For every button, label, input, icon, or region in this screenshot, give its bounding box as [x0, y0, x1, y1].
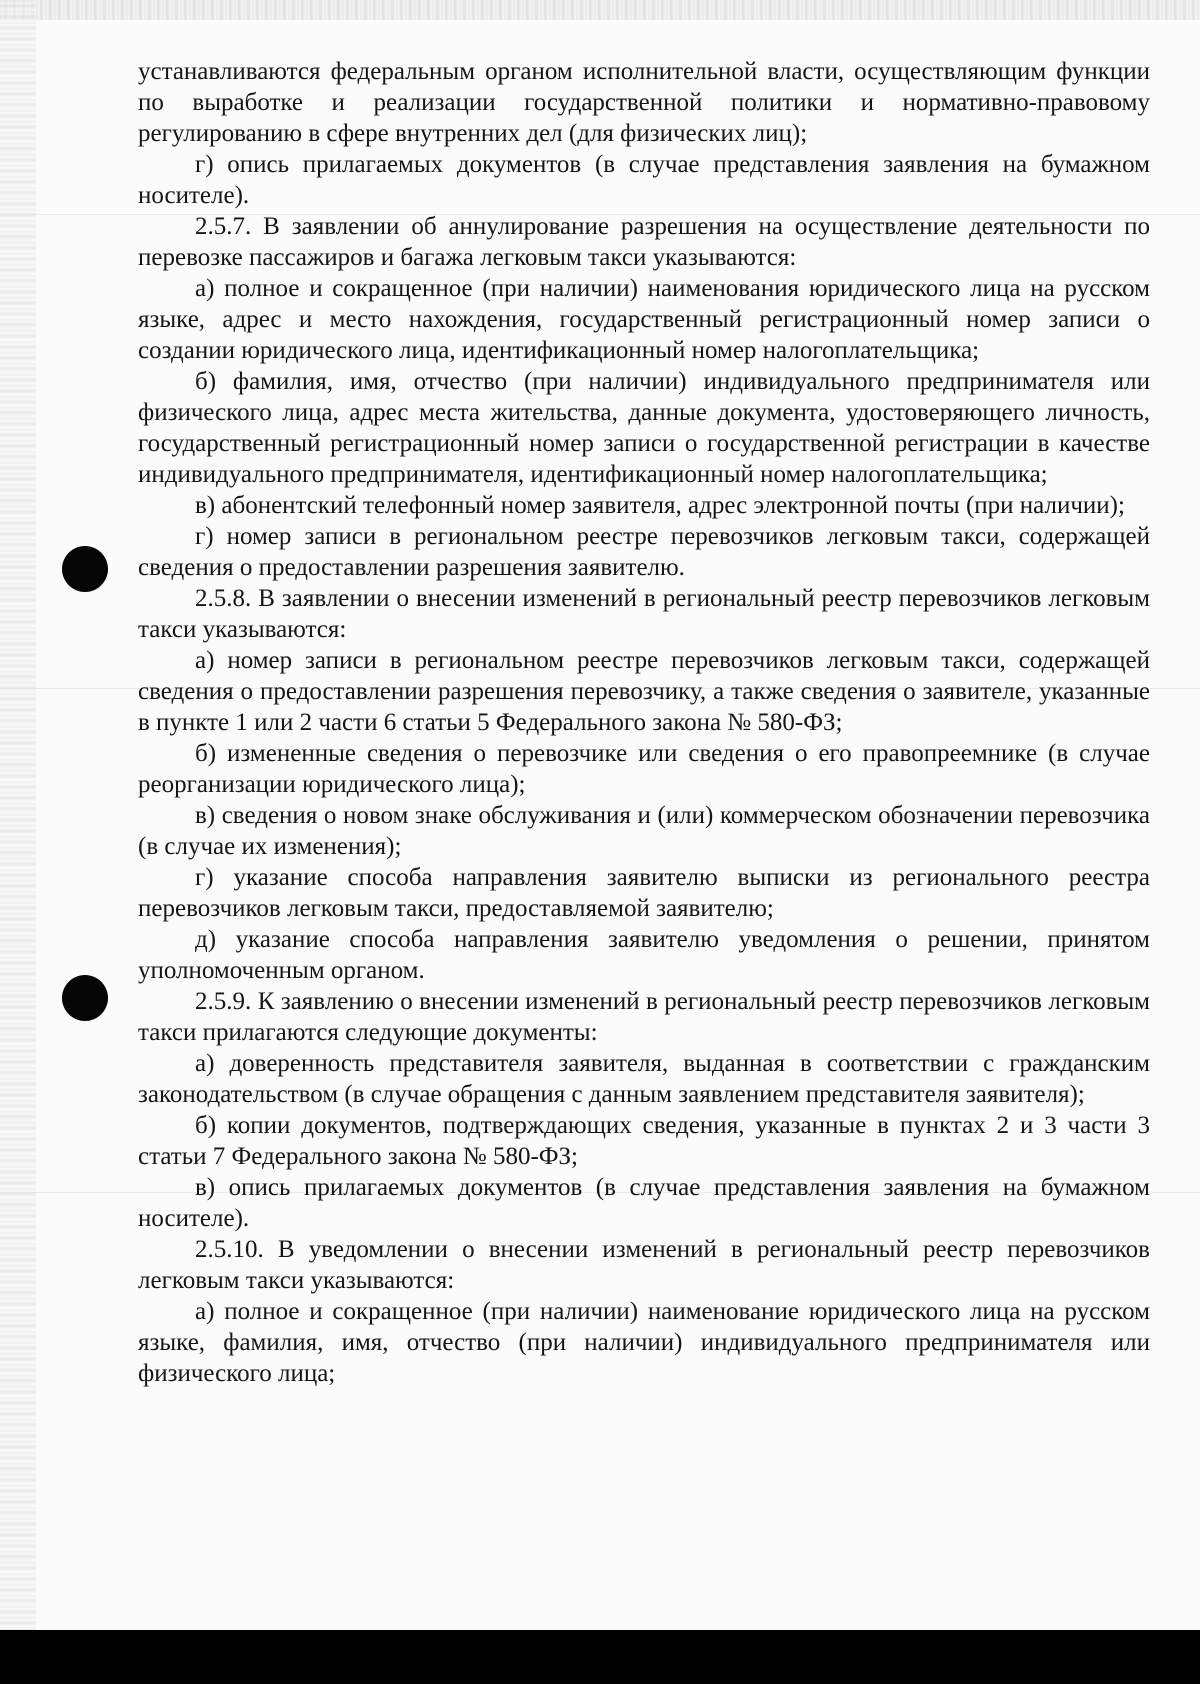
- paragraph: а) номер записи в региональном реестре перевозчиков легковым такси, содержащей сведения о предоставлении разрешения перевозчику, а также сведения о заявителе, указанные в пункте 1 или 2 части 6 статьи 5 Федерального закона № 580-ФЗ;: [138, 647, 1150, 736]
- paragraph: б) копии документов, подтверждающих сведения, указанные в пунктах 2 и 3 части 3 статьи 7 Федерального закона № 580-ФЗ;: [138, 1112, 1150, 1170]
- paragraph: б) фамилия, имя, отчество (при наличии) индивидуального предпринимателя или физического лица, адрес места жительства, данные документа, удостоверяющего личность, государственный регистрационный номер записи о государственной регистрации в качестве индивидуального предпринимателя, идентификационный номер налогоплательщика;: [138, 368, 1150, 488]
- paragraph: б) измененные сведения о перевозчике или сведения о его правопреемнике (в случае реорганизации юридического лица);: [138, 740, 1150, 798]
- punch-hole-lower: [62, 975, 108, 1021]
- paragraph: 2.5.9. К заявлению о внесении изменений в региональный реестр перевозчиков легковым такси прилагаются следующие документы:: [138, 988, 1150, 1046]
- paragraph: а) полное и сокращенное (при наличии) наименование юридического лица на русском языке, фамилия, имя, отчество (при наличии) индивидуального предпринимателя или физического лица;: [138, 1298, 1150, 1387]
- paragraph: 2.5.8. В заявлении о внесении изменений в региональный реестр перевозчиков легковым такси указываются:: [138, 585, 1150, 643]
- paragraph: г) опись прилагаемых документов (в случае представления заявления на бумажном носителе).: [138, 151, 1150, 209]
- paragraph: в) опись прилагаемых документов (в случае представления заявления на бумажном носителе).: [138, 1174, 1150, 1232]
- paragraph: а) доверенность представителя заявителя, выданная в соответствии с гражданским законодательством (в случае обращения с данным заявлением представителя заявителя);: [138, 1050, 1150, 1108]
- punch-hole-upper: [62, 546, 108, 592]
- paragraph: в) абонентский телефонный номер заявителя, адрес электронной почты (при наличии);: [195, 492, 1125, 519]
- scan-noise-left: [0, 0, 36, 1630]
- paragraph: 2.5.7. В заявлении об аннулирование разрешения на осуществление деятельности по перевозке пассажиров и багажа легковым такси указываются:: [138, 213, 1150, 271]
- scan-noise-top: [0, 0, 1200, 20]
- paragraph: г) номер записи в региональном реестре перевозчиков легковым такси, содержащей сведения о предоставлении разрешения заявителю.: [138, 523, 1150, 581]
- paragraph: в) сведения о новом знаке обслуживания и (или) коммерческом обозначении перевозчика (в случае их изменения);: [138, 802, 1150, 860]
- paragraph: устанавливаются федеральным органом исполнительной власти, осуществляющим функции по выработке и реализации государственной политики и нормативно-правовому регулированию в сфере внутренних дел (для физических лиц);: [138, 58, 1150, 147]
- scan-bottom-border: [0, 1630, 1200, 1684]
- paragraph: д) указание способа направления заявителю уведомления о решении, принятом уполномоченным органом.: [138, 926, 1150, 984]
- paragraph: 2.5.10. В уведомлении о внесении изменений в региональный реестр перевозчиков легковым такси указываются:: [138, 1236, 1150, 1294]
- paragraph: г) указание способа направления заявителю выписки из регионального реестра перевозчиков легковым такси, предоставляемой заявителю;: [138, 864, 1150, 922]
- paragraph: а) полное и сокращенное (при наличии) наименования юридического лица на русском языке, адрес и место нахождения, государственный регистрационный номер записи о создании юридического лица, идентификационный номер налогоплательщика;: [138, 275, 1150, 364]
- document-body: [138, 56, 1150, 1389]
